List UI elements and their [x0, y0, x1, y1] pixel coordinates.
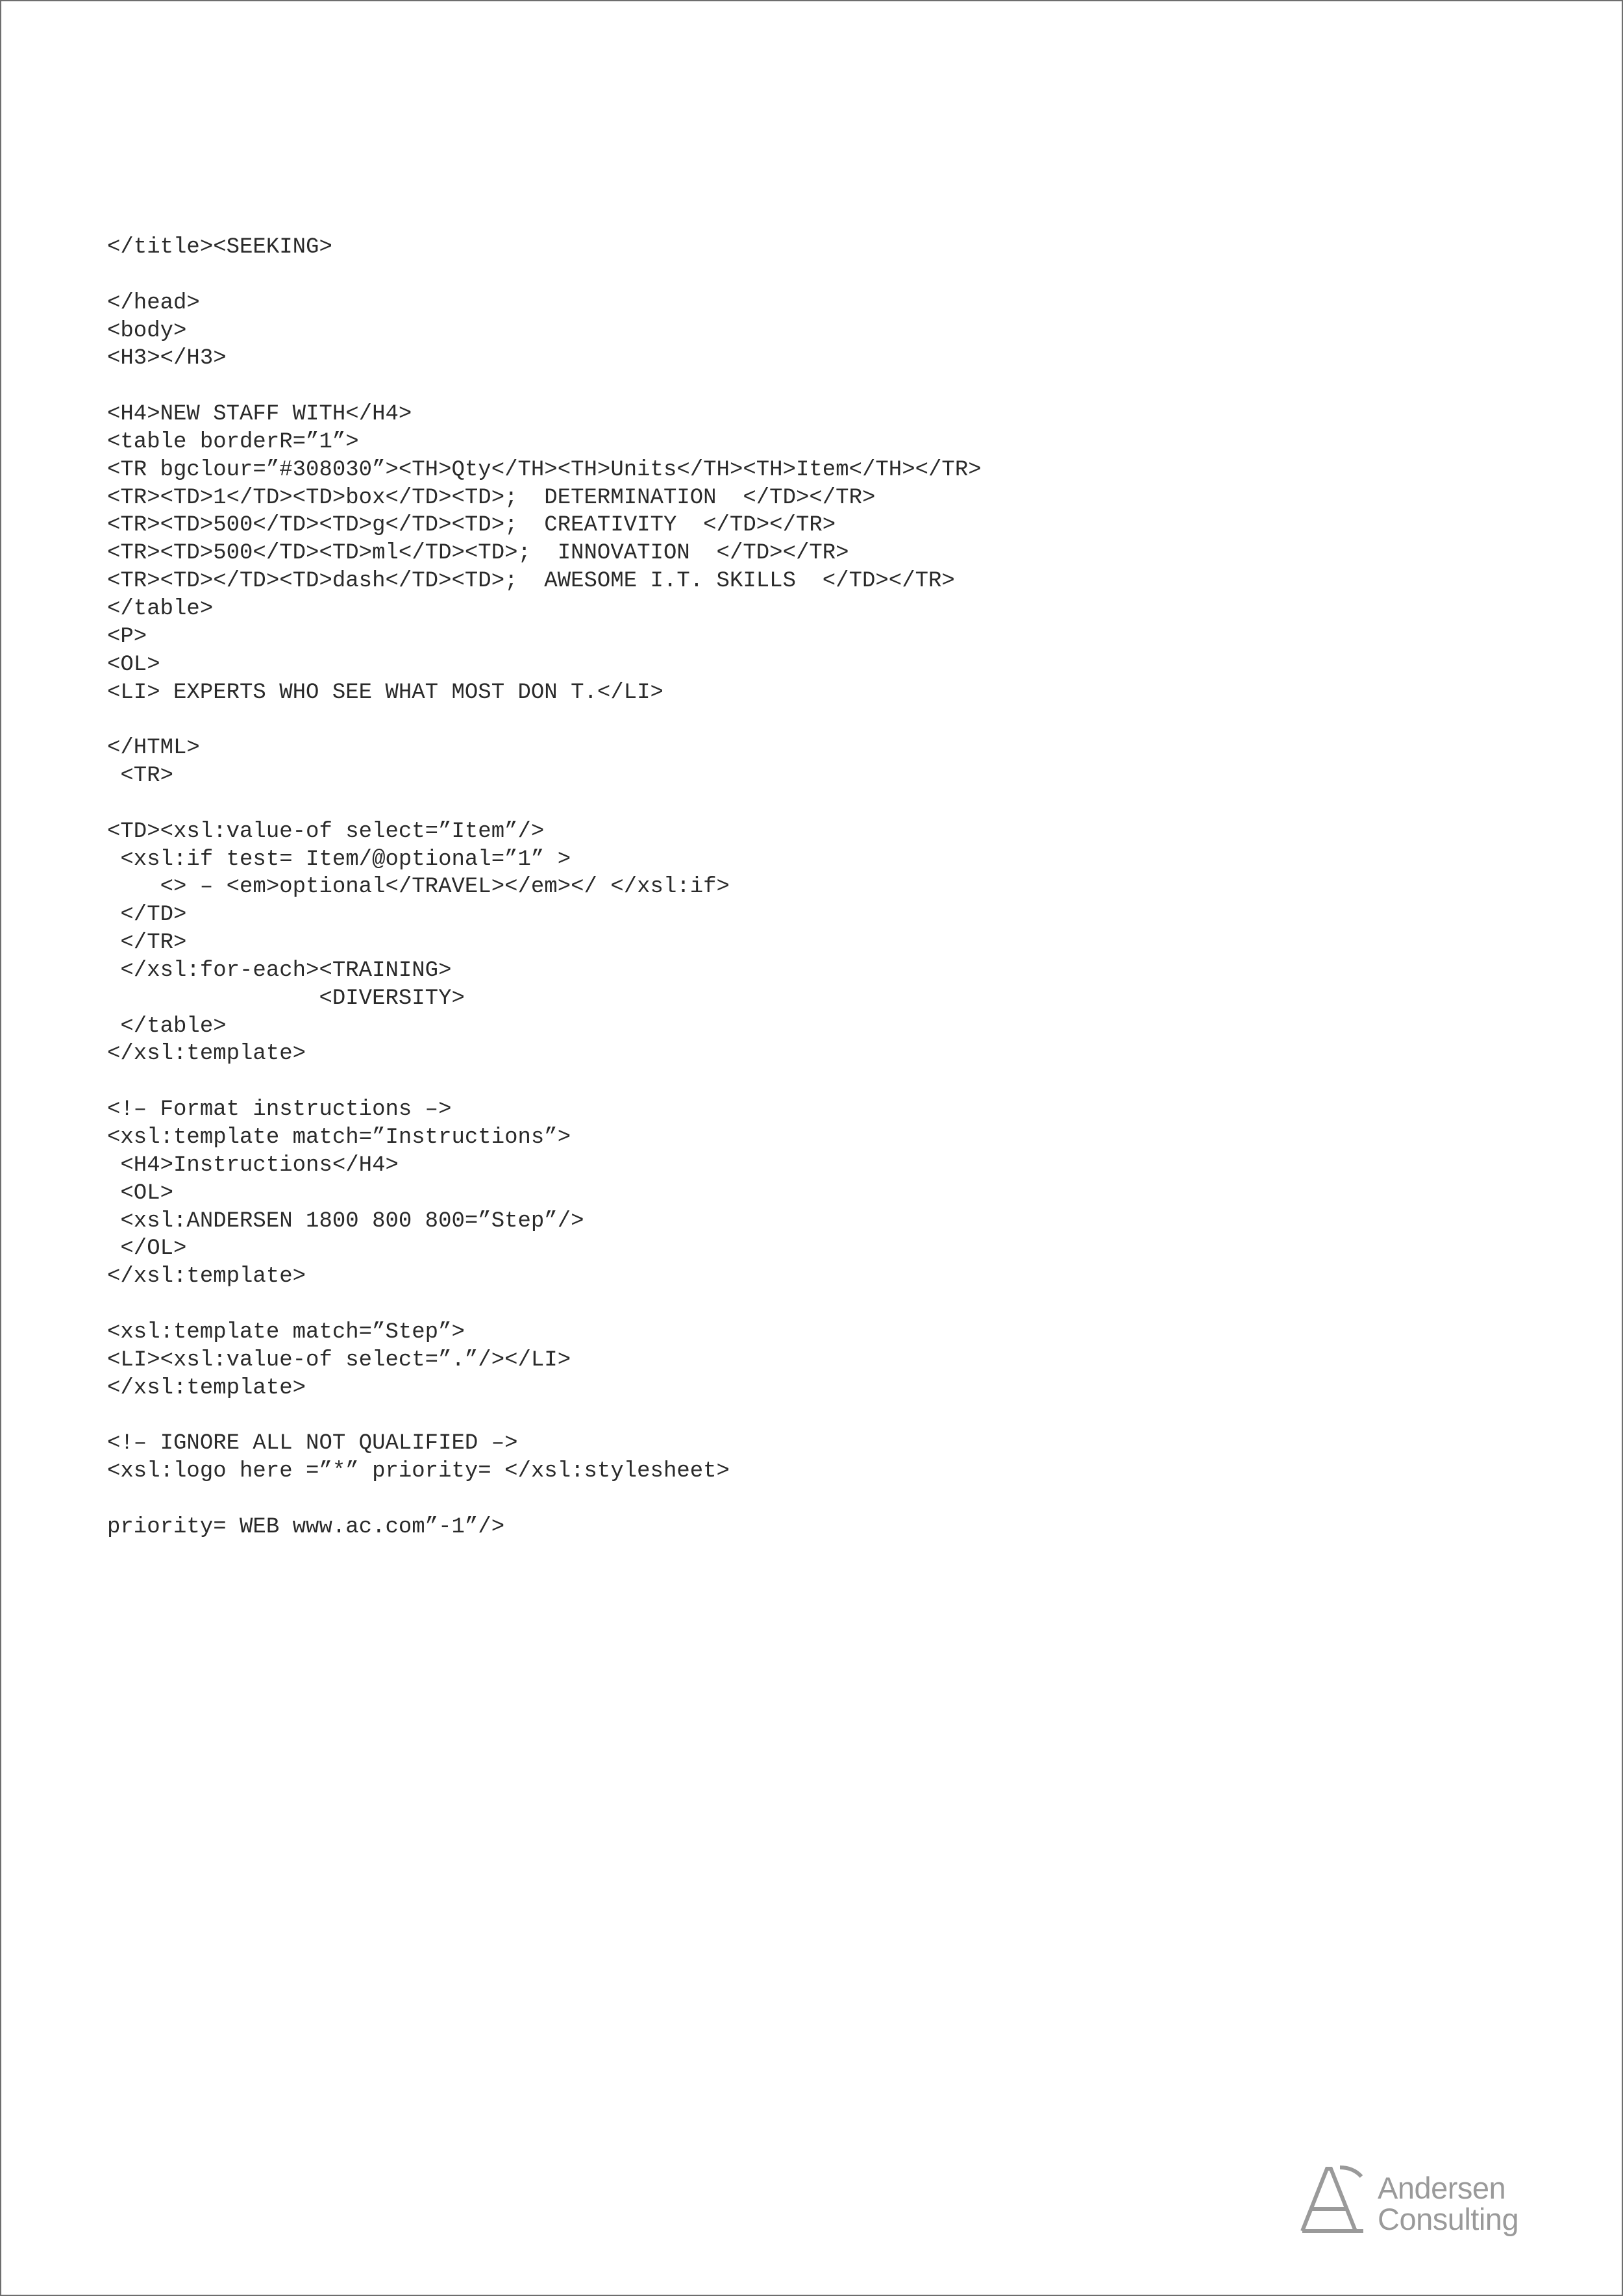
ac-monogram-icon	[1298, 2164, 1367, 2235]
code-line: </HTML>	[107, 736, 200, 761]
code-line: <TR><TD>500</TD><TD>g</TD><TD>; CREATIVITY </TD></TR>	[107, 513, 836, 538]
code-line: <H3></H3>	[107, 346, 227, 371]
code-line: <> – <em>optional</TRAVEL></em></ </xsl:if>	[107, 875, 730, 900]
code-line: <P>	[107, 624, 147, 649]
code-line: <OL>	[107, 652, 160, 677]
logo-line-2: Consulting	[1378, 2202, 1519, 2236]
code-line: <TR><TD>500</TD><TD>ml</TD><TD>; INNOVATION </TD></TR>	[107, 541, 849, 566]
code-line: </TD>	[107, 903, 187, 928]
code-line: <xsl:template match=”Step”>	[107, 1319, 465, 1345]
code-line: <OL>	[107, 1180, 174, 1206]
code-line: </TR>	[107, 930, 187, 956]
code-line: <TR>	[107, 764, 174, 789]
code-line	[107, 1486, 982, 1514]
code-line: <body>	[107, 318, 187, 343]
code-line: <xsl:logo here =”*” priority= </xsl:stylesheet>	[107, 1459, 730, 1484]
code-line: </table>	[107, 596, 214, 621]
code-line: <TD><xsl:value-of select=”Item”/>	[107, 819, 545, 844]
logo-wordmark	[1378, 2173, 1518, 2235]
code-line: <!– Format instructions –>	[107, 1097, 452, 1123]
code-line: <TR><TD>1</TD><TD>box</TD><TD>; DETERMINATION </TD></TR>	[107, 485, 876, 510]
code-line: </xsl:for-each><TRAINING>	[107, 958, 452, 983]
code-line: priority= WEB www.ac.com”-1”/>	[107, 1514, 505, 1540]
code-line	[107, 1402, 982, 1430]
logo-line-1: Andersen	[1378, 2171, 1506, 2205]
code-line	[107, 262, 982, 290]
code-line	[107, 373, 982, 401]
code-line: </title><SEEKING>	[107, 235, 332, 260]
code-line: <table borderR=”1”>	[107, 429, 359, 455]
code-line: </table>	[107, 1014, 227, 1039]
code-line	[107, 1068, 982, 1096]
code-line: <xsl:ANDERSEN 1800 800 800=”Step”/>	[107, 1208, 584, 1234]
code-line: </OL>	[107, 1236, 187, 1262]
code-listing	[107, 234, 982, 1541]
code-line: <LI><xsl:value-of select=”.”/></LI>	[107, 1347, 571, 1373]
code-line: <!– IGNORE ALL NOT QUALIFIED –>	[107, 1431, 518, 1456]
code-line: <H4>NEW STAFF WITH</H4>	[107, 402, 412, 427]
code-line: </xsl:template>	[107, 1042, 306, 1067]
code-line	[107, 706, 982, 734]
code-line: <xsl:template match=”Instructions”>	[107, 1125, 571, 1150]
code-line: </xsl:template>	[107, 1375, 306, 1401]
code-line	[107, 1291, 982, 1319]
code-line: </xsl:template>	[107, 1264, 306, 1290]
code-line: <H4>Instructions</H4>	[107, 1153, 399, 1178]
code-line: <DIVERSITY>	[107, 986, 465, 1011]
code-line: <LI> EXPERTS WHO SEE WHAT MOST DON T.</LI>	[107, 680, 663, 705]
code-line: <TR><TD></TD><TD>dash</TD><TD>; AWESOME I.T. SKILLS </TD></TR>	[107, 569, 955, 594]
code-line: </head>	[107, 290, 200, 316]
code-line: <TR bgclour=”#308030”><TH>Qty</TH><TH>Units</TH><TH>Item</TH></TR>	[107, 457, 982, 482]
code-line	[107, 790, 982, 818]
code-line: <xsl:if test= Item/@optional=”1” >	[107, 847, 571, 872]
andersen-consulting-logo	[1298, 2164, 1532, 2236]
